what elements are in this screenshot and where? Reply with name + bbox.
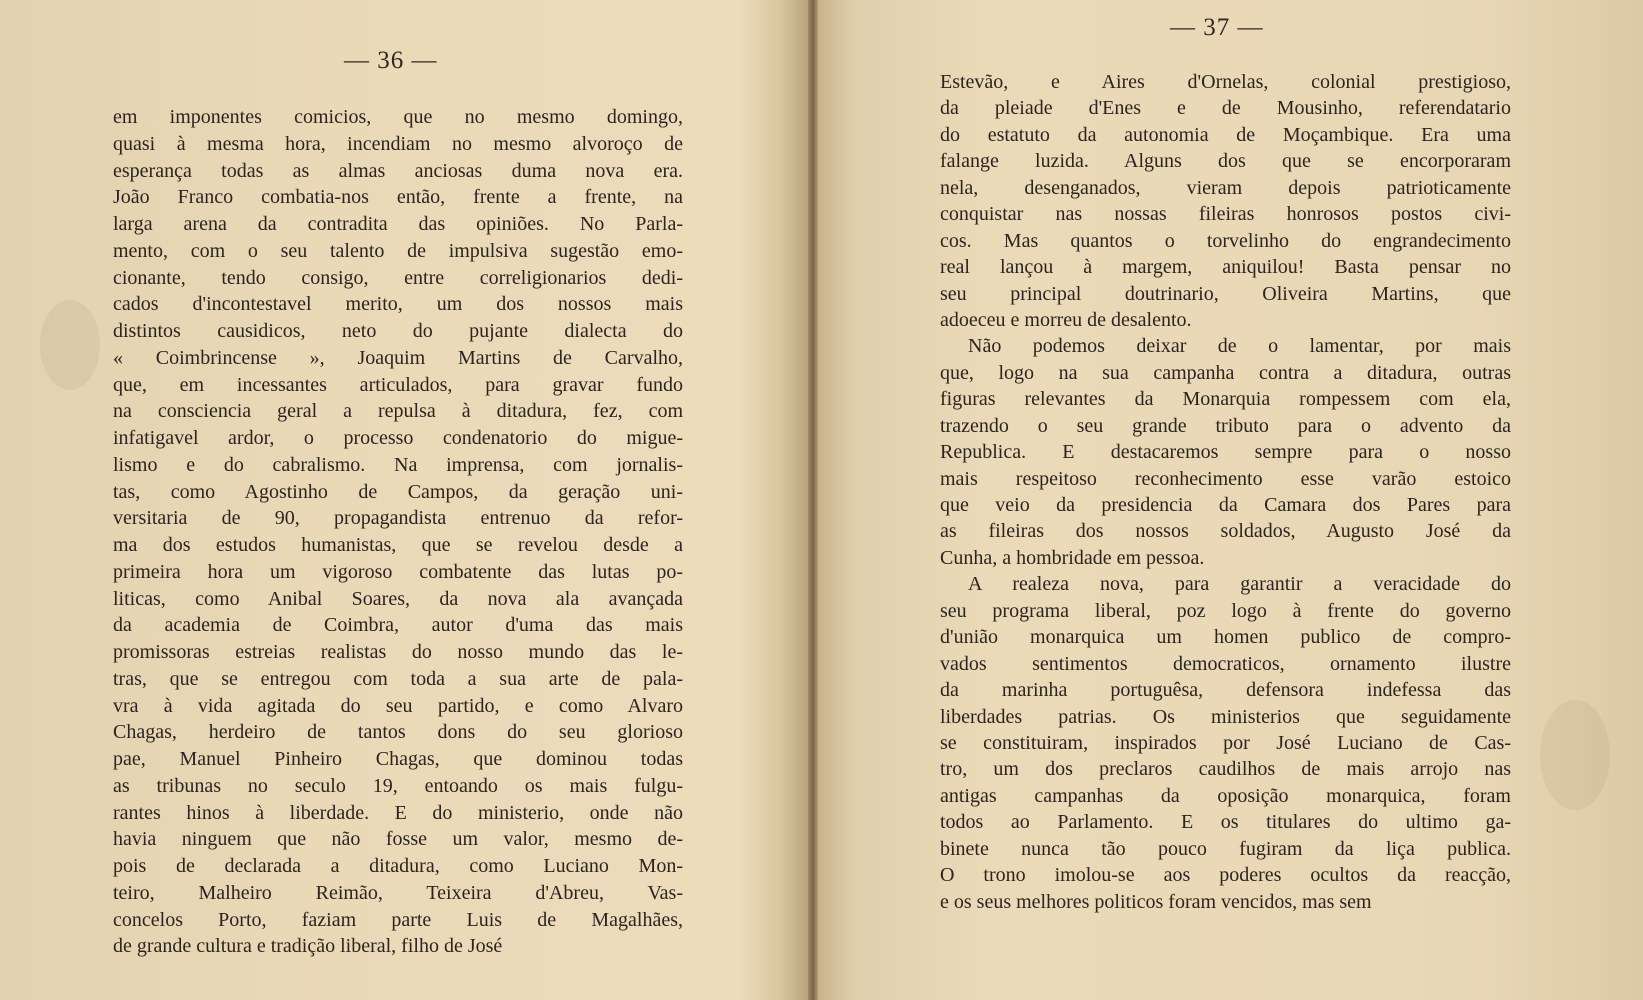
text-line: figuras relevantes da Monarquia rompessem com ela, (940, 388, 1511, 411)
text-line: d'união monarquica um homen publico de compro- (940, 626, 1511, 649)
text-line: Chagas, herdeiro de tantos dons do seu glorioso (113, 721, 683, 744)
page-number: — 36 — (344, 47, 438, 74)
right-page (818, 0, 1643, 1000)
text-line: promissoras estreias realistas do nosso mundo das le- (113, 641, 683, 663)
text-line: adoeceu e morreu de desalento. (940, 308, 1192, 331)
text-line: pois de declarada a ditadura, como Luciano Mon- (113, 855, 683, 877)
text-line: primeira hora um vigoroso combatente das lutas po- (113, 560, 683, 583)
text-line: O trono imolou-se aos poderes ocultos da reacção, (940, 864, 1511, 887)
text-line: do estatuto da autonomia de Moçambique. Era uma (940, 123, 1511, 146)
text-line: Não podemos deixar de o lamentar, por mais (968, 335, 1511, 358)
text-line: pae, Manuel Pinheiro Chagas, que dominou todas (113, 748, 683, 770)
text-line: João Franco combatia-nos então, frente a frente, na (113, 186, 683, 209)
text-line: na consciencia geral a repulsa à ditadura, fez, com (113, 400, 683, 423)
text-line: rantes hinos à liberdade. E do ministerio, onde não (113, 801, 683, 824)
text-line: cados d'incontestavel merito, um dos nossos mais (113, 293, 683, 316)
text-line: mento, com o seu talento de impulsiva sugestão emo- (113, 239, 683, 262)
text-line: que, em incessantes articulados, para gravar fundo (113, 373, 683, 396)
text-line: seu programa liberal, poz logo à frente do governo (940, 599, 1511, 622)
text-line: quasi à mesma hora, incendiam no mesmo alvoroço de (113, 132, 683, 155)
text-line: da marinha portuguêsa, defensora indefessa das (940, 679, 1511, 702)
text-line: de grande cultura e tradição liberal, filho de José (113, 935, 503, 958)
text-line: cos. Mas quantos o torvelinho do engrandecimento (940, 229, 1511, 252)
text-line: binete nunca tão pouco fugiram da liça publica. (940, 837, 1511, 860)
text-line: da academia de Coimbra, autor d'uma das mais (113, 614, 683, 637)
text-line: tas, como Agostinho de Campos, da geração uni- (113, 480, 683, 503)
text-line: versitaria de 90, propagandista entrenuo da refor- (113, 507, 683, 530)
text-line: antigas campanhas da oposição monarquica, foram (940, 784, 1511, 807)
text-line: as tribunas no seculo 19, entoando os mais fulgu- (113, 774, 683, 797)
text-line: vra à vida agitada do seu partido, e como Alvaro (113, 694, 683, 717)
text-line: seu principal doutrinario, Oliveira Martins, que (940, 282, 1511, 305)
text-line: liberdades patrias. Os ministerios que seguidamente (940, 705, 1511, 728)
text-line: da pleiade d'Enes e de Mousinho, referendatario (940, 97, 1511, 120)
left-page (0, 0, 812, 1000)
text-line: liticas, como Anibal Soares, da nova ala avançada (113, 587, 683, 610)
book-gutter (808, 0, 818, 1000)
text-line: « Coimbrincense », Joaquim Martins de Carvalho, (113, 346, 683, 369)
text-line: infatigavel ardor, o processo condenatorio do migue- (113, 427, 683, 449)
text-line: teiro, Malheiro Reimão, Teixeira d'Abreu, Vas- (113, 881, 683, 904)
text-line: todos ao Parlamento. E os titulares do ultimo ga- (940, 811, 1511, 834)
text-line: real lançou à margem, aniquilou! Basta pensar no (940, 256, 1511, 279)
text-line: larga arena da contradita das opiniões. No Parla- (113, 213, 683, 235)
text-line: que, logo na sua campanha contra a ditadura, outras (940, 361, 1511, 384)
text-line: Cunha, a hombridade em pessoa. (940, 546, 1205, 569)
text-line: falange luzida. Alguns dos que se encorporaram (940, 150, 1511, 173)
text-line: Republica. E destacaremos sempre para o nosso (940, 441, 1511, 464)
text-line: concelos Porto, faziam parte Luis de Magalhães, (113, 908, 683, 931)
page-number: — 37 — (1170, 14, 1264, 41)
text-line: mais respeitoso reconhecimento esse varão estoico (940, 467, 1511, 490)
page-text (940, 69, 1511, 915)
text-line: A realeza nova, para garantir a veracidade do (968, 573, 1511, 596)
text-line: tras, que se entregou com toda a sua arte de pala- (113, 667, 683, 690)
text-line: trazendo o seu grande tributo para o advento da (940, 414, 1511, 437)
text-line: lismo e do cabralismo. Na imprensa, com jornalis- (113, 453, 683, 476)
text-line: havia ninguem que não fosse um valor, mesmo de- (113, 828, 683, 851)
text-line: distintos causidicos, neto do pujante dialecta do (113, 320, 683, 342)
text-line: tro, um dos preclaros caudilhos de mais arrojo nas (940, 758, 1511, 781)
text-line: que veio da presidencia da Camara dos Pares para (940, 494, 1511, 516)
text-line: as fileiras dos nossos soldados, Augusto José da (940, 520, 1511, 543)
text-line: nela, desenganados, vieram depois patrioticamente (940, 176, 1511, 199)
text-line: e os seus melhores politicos foram vencidos, mas sem (940, 890, 1372, 913)
text-line: conquistar nas nossas fileiras honrosos postos civi- (940, 203, 1511, 226)
text-line: vados sentimentos democraticos, ornamento ilustre (940, 652, 1511, 675)
text-line: ma dos estudos humanistas, que se revelou desde a (113, 534, 683, 556)
page-text (113, 104, 683, 960)
text-line: em imponentes comicios, que no mesmo domingo, (113, 106, 683, 128)
text-line: se constituiram, inspirados por José Luciano de Cas- (940, 731, 1511, 754)
text-line: cionante, tendo consigo, entre correligionarios dedi- (113, 266, 683, 289)
text-line: Estevão, e Aires d'Ornelas, colonial prestigioso, (940, 71, 1511, 93)
text-line: esperança todas as almas anciosas duma nova era. (113, 159, 683, 182)
